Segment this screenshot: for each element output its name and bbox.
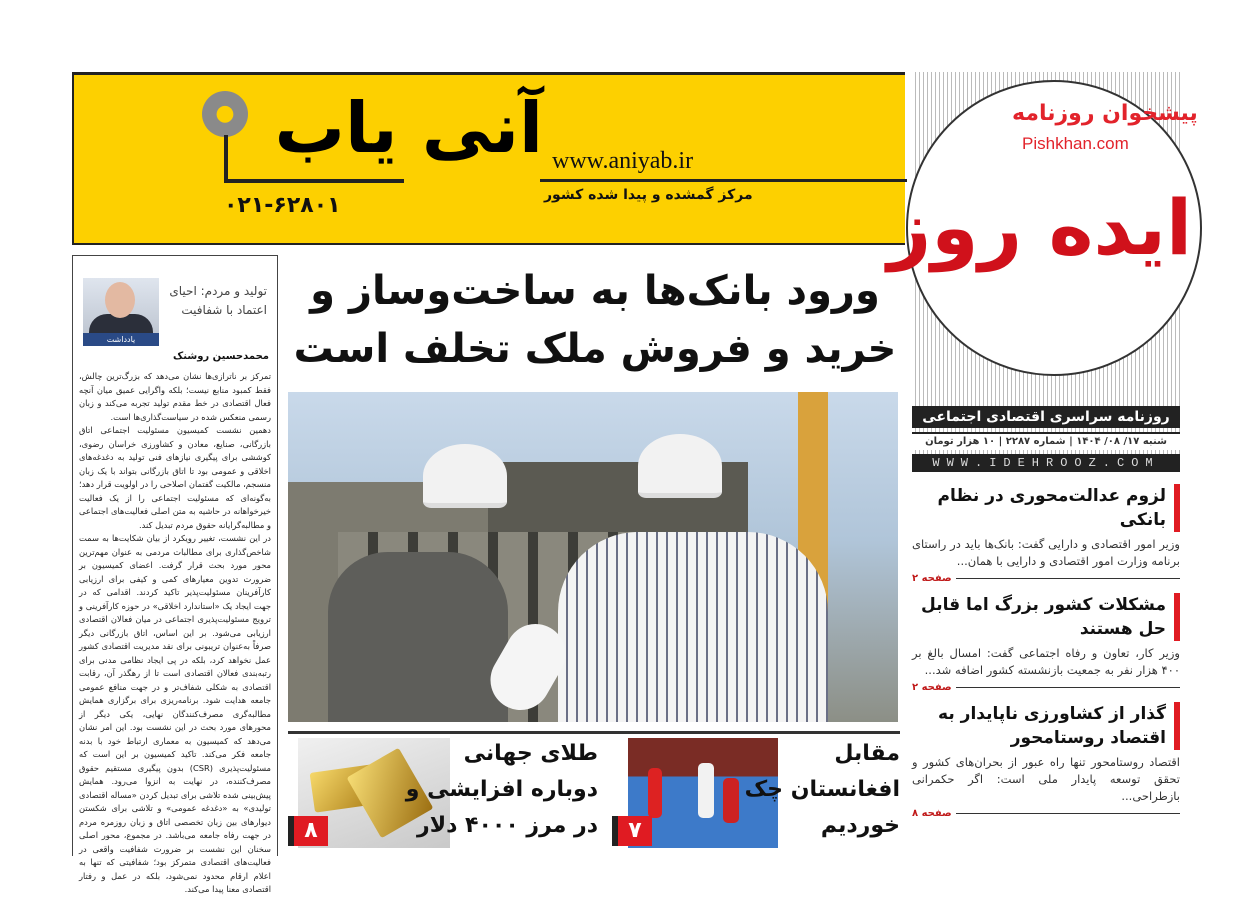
- main-headline[interactable]: [290, 262, 900, 378]
- ad-url[interactable]: www.aniyab.ir: [552, 148, 694, 174]
- masthead-subtitle: روزنامه سراسری اقتصادی اجتماعی: [912, 406, 1180, 428]
- main-photo: [288, 392, 898, 722]
- page-ref-label: صفحه ۲: [912, 682, 952, 693]
- page-number-badge: ۸: [288, 816, 328, 846]
- page-ref-label: صفحه ۲: [912, 573, 952, 584]
- photo-caption: یادداشت: [83, 333, 159, 346]
- ad-tagline: مرکز گمشده و پیدا شده کشور: [544, 187, 753, 203]
- side-stories: [912, 484, 1180, 820]
- side-story-title: مشکلات کشور بزرگ اما قابل حل هستند: [912, 593, 1180, 641]
- side-story-title: گذار از کشاورزی ناپایدار به اقتصاد روستامحور: [912, 702, 1180, 750]
- ad-phone: ۰۲۱-۶۲۸۰۱: [224, 193, 341, 218]
- page-number-badge: ۷: [612, 816, 652, 846]
- bottom-story-title[interactable]: [406, 736, 598, 844]
- column-author: محمدحسین روشنک: [173, 351, 269, 362]
- headline-line: ورود بانک‌ها به ساخت‌وساز و: [310, 268, 880, 314]
- title-line: در مرز ۴۰۰۰ دلار: [417, 813, 598, 838]
- masthead: [887, 72, 1198, 470]
- bottom-story-title[interactable]: [745, 736, 900, 844]
- bottom-divider: [288, 731, 900, 734]
- watermark-text: پیشخوان روزنامه: [1012, 101, 1198, 126]
- ad-brand-logo: آنی یاب: [274, 87, 543, 169]
- title-line: طلای جهانی: [463, 741, 598, 766]
- title-line: دوباره افزایشی و: [405, 777, 598, 802]
- location-pin-icon: ●: [202, 91, 248, 137]
- side-story-title: لزوم عدالت‌محوری در نظام بانکی: [912, 484, 1180, 532]
- page-ref: [912, 807, 1180, 820]
- side-story[interactable]: [912, 484, 1180, 585]
- column-title: تولید و مردم: احیای اعتماد با شفافیت: [169, 284, 267, 317]
- title-line: مقابل: [834, 741, 900, 766]
- side-story-summary: وزیر امور اقتصادی و دارایی گفت: بانک‌ها باید در راستای برنامه وزارت امور اقتصادی و دارایی با همان...: [912, 537, 1180, 568]
- side-story[interactable]: [912, 593, 1180, 694]
- opinion-column[interactable]: [72, 255, 278, 894]
- page-ref-label: صفحه ۸: [912, 808, 952, 819]
- headline-line: خرید و فروش ملک تخلف است: [293, 326, 897, 372]
- masthead-website: WWW.IDEHROOZ.COM: [912, 454, 1180, 472]
- column-paragraph: تمرکز بر ناترازی‌ها نشان می‌دهد که بزرگ‌ترین چالش، فقط کمبود منابع نیست؛ بلکه واگرایی عمیق میان آنچه فعال اقتصادی در خط مقدم تولید تجربه می‌کند و زبان رسمی منعکس شده در سیاست‌گذاری‌ها است.: [79, 371, 271, 422]
- title-line: افغانستان چک: [744, 777, 900, 802]
- column-paragraph: دهمین نشست کمیسیون مسئولیت اجتماعی اتاق بازرگانی، صنایع، معادن و کشاورزی خراسان رضوی، کوششی برای پیگیری نیازهای فنی تولید به دغدغه‌های اخلاقی و عمومی بود تا اتاق بازرگانی بتواند با یک زبان منسجم، مالکیت گفتمان اصلاحی را در اولویت قرار دهد؛ به‌گونه‌ای که مسئولیت اجتماعی را از یک فعالیت خیرخواهانه در حاشیه به متن اصلی فعالیت‌های اجتماعی و مطالبه‌گرایانه حقوق مردم تبدیل کند.: [79, 425, 271, 530]
- side-story-summary: وزیر کار، تعاون و رفاه اجتماعی گفت: امسال بالغ بر ۴۰۰ هزار نفر به جمعیت بازنشسته کشور اضافه شد...: [912, 646, 1180, 677]
- title-line: خوردیم: [820, 813, 900, 838]
- page-ref: [912, 681, 1180, 694]
- page-ref: [912, 572, 1180, 585]
- column-paragraph: در این نشست، تغییر رویکرد از بیان شکایت‌ها به سمت شاخص‌گذاری برای مطالبات مردمی به عنوان مهم‌ترین محور مورد بحث قرار گرفت. اعضای کمیسیون بر ضرورت تدوین معیارهای کمی و کیفی برای ارزیابی کارآفرینان مسئولیت‌پذیر تاکید کردند. اقدامی که در جهت ایجاد یک «استاندارد اخلاقی» در حوزه کارآفرینی و ترویج مسئولیت‌پذیری اجتماعی در میان فعالان اقتصادی ارزیابی می‌شود. بر این اساس، اتاق بازرگانی دیگر صرفاً به‌عنوان تریبونی برای نقد مدیریت اقتصادی کشور عمل نخواهد کرد، بلکه در پی ایجاد نظامی مدنی برای رتبه‌بندی فعالان اقتصادی است تا از رهگذر آن، رقابت اقتصادی به شکلی شفاف‌تر و در جهت منافع عمومی جامعه هدایت شود. برنامه‌ریزی برای برگزاری همایش مطالبه‌گری مصرف‌کنندگان نهایی، یکی دیگر از محورهای مورد بحث در این نشست بود. این امر نشان می‌دهد که کمیسیون به معماری ارتباط خود با بدنه جامعه فکر می‌کند. تاکید کمیسیون بر این است که مسئولیت‌پذیری (CSR) بدون پیگیری مستقیم حقوق مصرف‌کننده، در نهایت به انزوا می‌رود. همایش پیش‌بینی شده تلاشی برای تبدیل کردن «مساله اقتصادی تولیدی» به «دغدغه عمومی» و تلاشی برای شکستن دیوارهای بین زبان تخصصی اتاق و زبان روزمره مردم در جهت رفاه جامعه می‌باشد. در مجموع، محور اصلی سخنان این نشست بر ضرورت شفافیت واقعی در فعالیت‌های اقتصادی متمرکز بود؛ شفافیتی که تنها به اعلام ارقام محدود نمی‌شود، بلکه در عمل و رفتار اقتصادی معنا پیدا می‌کند.: [79, 533, 271, 894]
- side-story[interactable]: [912, 702, 1180, 820]
- watermark-url: Pishkhan.com: [1022, 134, 1129, 153]
- author-photo: [83, 278, 159, 346]
- column-body: [79, 370, 271, 897]
- issue-info: شنبه ۱۷/ ۰۸/ ۱۴۰۴ | شماره ۲۲۸۷ | ۱۰ هزار تومان: [912, 432, 1180, 450]
- aniyab-ad-banner[interactable]: [72, 72, 905, 245]
- ad-divider: [540, 179, 907, 182]
- side-story-summary: اقتصاد روستامحور تنها راه عبور از بحران‌های کشور و تحقق توسعه پایدار ملی است: اگر حکمرانی بازطراحی...: [912, 755, 1180, 803]
- newspaper-logo: ایده روز: [887, 183, 1192, 272]
